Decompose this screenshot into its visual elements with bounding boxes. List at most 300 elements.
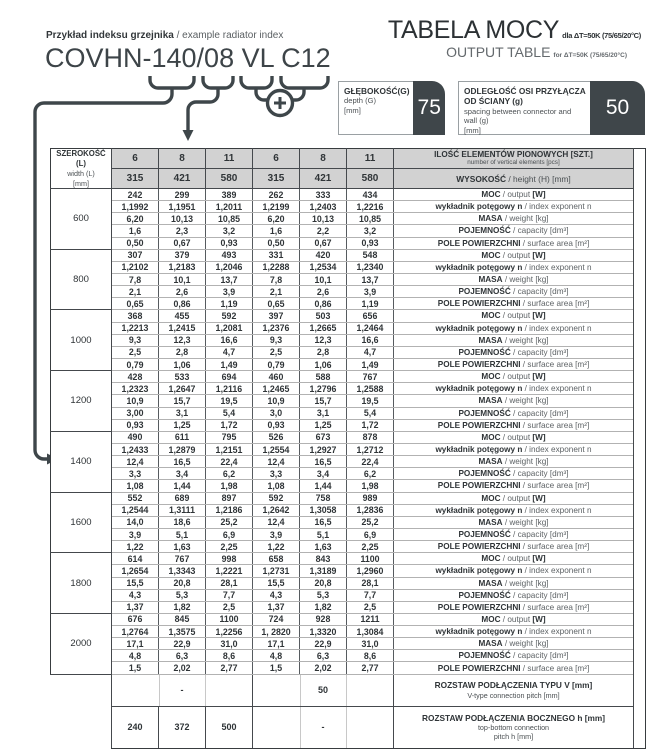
title-block bbox=[388, 16, 641, 60]
value-cell: 7,7 bbox=[347, 589, 394, 601]
value-cell: 1,2323 bbox=[112, 383, 159, 395]
height-header: 421 bbox=[159, 169, 206, 189]
example-index: COVHN-140/08 VL C12 bbox=[45, 43, 331, 73]
value-cell: 1,19 bbox=[206, 298, 253, 310]
value-cell: 1,2186 bbox=[206, 504, 253, 516]
spacing-box-label bbox=[458, 81, 590, 135]
value-cell: 795 bbox=[206, 431, 253, 443]
spacing-value: 50 bbox=[590, 81, 645, 135]
row-label: POLE POWIERZCHNI / surface area [m²] bbox=[394, 601, 634, 613]
value-cell: 1,2340 bbox=[347, 261, 394, 273]
value-cell: 1,1992 bbox=[112, 201, 159, 213]
value-cell: 1,2764 bbox=[112, 626, 159, 638]
value-cell: 1,06 bbox=[159, 358, 206, 370]
element-count-header: 11 bbox=[206, 149, 253, 169]
value-cell: 1,2183 bbox=[159, 261, 206, 273]
table-row bbox=[51, 650, 646, 662]
height-header: 580 bbox=[206, 169, 253, 189]
value-cell: 1,2731 bbox=[253, 565, 300, 577]
value-cell: 379 bbox=[159, 249, 206, 261]
value-cell: 8,6 bbox=[206, 650, 253, 662]
table-row bbox=[51, 468, 646, 480]
width-cell: 800 bbox=[51, 249, 112, 310]
value-cell: 0,65 bbox=[112, 298, 159, 310]
value-cell: 460 bbox=[253, 371, 300, 383]
value-cell: 22,4 bbox=[347, 456, 394, 468]
value-cell: 16,5 bbox=[300, 516, 347, 528]
value-cell: 493 bbox=[206, 249, 253, 261]
value-cell: 1,25 bbox=[300, 419, 347, 431]
value-cell: 31,0 bbox=[347, 638, 394, 650]
row-label: MOC / output [W] bbox=[394, 492, 634, 504]
value-cell: 6,2 bbox=[206, 468, 253, 480]
value-cell: 1,72 bbox=[206, 419, 253, 431]
value-cell: 552 bbox=[112, 492, 159, 504]
row-label: POLE POWIERZCHNI / surface area [m²] bbox=[394, 419, 634, 431]
value-cell: 9,3 bbox=[253, 334, 300, 346]
example-caption-pl: Przykład indeksu grzejnika bbox=[46, 30, 174, 41]
value-cell: 1,3575 bbox=[159, 626, 206, 638]
table-row bbox=[51, 443, 646, 455]
value-cell: 897 bbox=[206, 492, 253, 504]
value-cell: 656 bbox=[347, 310, 394, 322]
value-cell: 2,25 bbox=[347, 541, 394, 553]
value-cell: 1,2403 bbox=[300, 201, 347, 213]
width-cell: 1200 bbox=[51, 371, 112, 432]
table-row bbox=[51, 613, 646, 625]
table-row bbox=[51, 431, 646, 443]
value-cell: 5,3 bbox=[300, 589, 347, 601]
value-cell: 1,5 bbox=[253, 662, 300, 674]
plus-circle-icon bbox=[268, 91, 293, 116]
value-cell: 2,77 bbox=[206, 662, 253, 674]
value-cell: 611 bbox=[159, 431, 206, 443]
value-cell: 2,6 bbox=[159, 286, 206, 298]
row-label: wykładnik potęgowy n / index exponent n bbox=[394, 626, 634, 638]
value-cell: 3,1 bbox=[159, 407, 206, 419]
value-cell: 2,6 bbox=[300, 286, 347, 298]
value-cell: 6,20 bbox=[112, 213, 159, 225]
row-label: wykładnik potęgowy n / index exponent n bbox=[394, 504, 634, 516]
row-label: wykładnik potęgowy n / index exponent n bbox=[394, 201, 634, 213]
spacing-unit: [mm] bbox=[464, 125, 481, 135]
value-cell: 1,2464 bbox=[347, 322, 394, 334]
row-label: MOC / output [W] bbox=[394, 613, 634, 625]
empty-cell bbox=[51, 706, 112, 748]
output-table bbox=[50, 148, 646, 749]
value-cell: 5,3 bbox=[159, 589, 206, 601]
value-cell: 0,86 bbox=[159, 298, 206, 310]
element-count-header: 6 bbox=[112, 149, 159, 169]
value-cell: 15,5 bbox=[112, 577, 159, 589]
table-row bbox=[51, 626, 646, 638]
value-cell: 3,3 bbox=[253, 468, 300, 480]
value-cell: 16,6 bbox=[347, 334, 394, 346]
value-cell: 1,2665 bbox=[300, 322, 347, 334]
element-count-header: 11 bbox=[347, 149, 394, 169]
value-cell: 1,2534 bbox=[300, 261, 347, 273]
row-label: POJEMNOŚĆ / capacity [dm³] bbox=[394, 346, 634, 358]
table-row bbox=[51, 492, 646, 504]
table-row bbox=[51, 565, 646, 577]
value-cell: 6,9 bbox=[206, 528, 253, 540]
value-cell: 3,4 bbox=[300, 468, 347, 480]
table-row bbox=[51, 601, 646, 613]
table-row bbox=[51, 286, 646, 298]
side-pitch-row bbox=[51, 706, 646, 748]
value-cell: 12,4 bbox=[112, 456, 159, 468]
table-row bbox=[51, 541, 646, 553]
value-cell: 1,6 bbox=[112, 225, 159, 237]
value-cell: 31,0 bbox=[206, 638, 253, 650]
value-cell: 1211 bbox=[347, 613, 394, 625]
value-cell: 3,9 bbox=[347, 286, 394, 298]
table-row bbox=[51, 407, 646, 419]
table-row bbox=[51, 480, 646, 492]
value-cell: 1,37 bbox=[253, 601, 300, 613]
value-cell: 5,1 bbox=[159, 528, 206, 540]
value-cell: 15,7 bbox=[159, 395, 206, 407]
value-cell: 1,2588 bbox=[347, 383, 394, 395]
table-row bbox=[51, 456, 646, 468]
value-cell: 490 bbox=[112, 431, 159, 443]
table-row bbox=[51, 504, 646, 516]
value-cell: 2,25 bbox=[206, 541, 253, 553]
value-cell: 2,02 bbox=[300, 662, 347, 674]
value-cell: 0,93 bbox=[347, 237, 394, 249]
value-cell: 9,3 bbox=[112, 334, 159, 346]
row-label: POLE POWIERZCHNI / surface area [m²] bbox=[394, 298, 634, 310]
value-cell: 1,06 bbox=[300, 358, 347, 370]
value-cell: 1,22 bbox=[253, 541, 300, 553]
value-cell: 16,6 bbox=[206, 334, 253, 346]
value-cell: 10,1 bbox=[159, 273, 206, 285]
value-cell: 0,86 bbox=[300, 298, 347, 310]
value-cell: 1,3320 bbox=[300, 626, 347, 638]
table-row bbox=[51, 395, 646, 407]
height-label: WYSOKOŚĆ / height (H) [mm] bbox=[394, 169, 634, 189]
value-cell: 592 bbox=[253, 492, 300, 504]
value-cell: 588 bbox=[300, 371, 347, 383]
value-cell: 1,63 bbox=[159, 541, 206, 553]
value-cell: 13,7 bbox=[347, 273, 394, 285]
value-cell: 1,2927 bbox=[300, 443, 347, 455]
value-cell: 455 bbox=[159, 310, 206, 322]
value-cell: 1,3084 bbox=[347, 626, 394, 638]
depth-box-label bbox=[338, 81, 413, 135]
value-cell: 1,98 bbox=[206, 480, 253, 492]
right-margin-strip bbox=[634, 149, 646, 749]
page-subtitle: OUTPUT TABLE bbox=[446, 44, 551, 60]
value-cell: 0,65 bbox=[253, 298, 300, 310]
value-cell: 1,49 bbox=[206, 358, 253, 370]
spacing-label-pl: ODLEGŁOŚĆ OSI PRZYŁĄCZA OD ŚCIANY (g) bbox=[464, 86, 586, 107]
row-label: POJEMNOŚĆ / capacity [dm³] bbox=[394, 225, 634, 237]
depth-label-pl: GŁĘBOKOŚĆ(G) bbox=[344, 86, 410, 96]
value-cell: 6,20 bbox=[253, 213, 300, 225]
value-cell: 3,9 bbox=[206, 286, 253, 298]
width-column-header: SZEROKOŚĆ (L) width (L) [mm] bbox=[51, 149, 112, 189]
value-cell: 22,9 bbox=[159, 638, 206, 650]
depth-unit: [mm] bbox=[344, 105, 361, 115]
value-cell: 533 bbox=[159, 371, 206, 383]
value-cell: 3,4 bbox=[159, 468, 206, 480]
elements-header: ILOŚĆ ELEMENTÓW PIONOWYCH [SZT.] number of vertical elements [pcs] bbox=[394, 149, 634, 169]
value-cell: 767 bbox=[347, 371, 394, 383]
table-row bbox=[51, 189, 646, 201]
element-count-header: 8 bbox=[300, 149, 347, 169]
value-cell: 1,2960 bbox=[347, 565, 394, 577]
table-header-row bbox=[51, 149, 646, 169]
value-cell: 4,3 bbox=[112, 589, 159, 601]
value-cell: 1,82 bbox=[300, 601, 347, 613]
row-label: wykładnik potęgowy n / index exponent n bbox=[394, 443, 634, 455]
value-cell: 2,8 bbox=[300, 346, 347, 358]
height-header: 421 bbox=[300, 169, 347, 189]
value-cell: 1,72 bbox=[347, 419, 394, 431]
value-cell: 10,85 bbox=[347, 213, 394, 225]
row-label: POJEMNOŚĆ / capacity [dm³] bbox=[394, 286, 634, 298]
value-cell: 0,79 bbox=[112, 358, 159, 370]
value-cell: 0,67 bbox=[300, 237, 347, 249]
value-cell: 3,9 bbox=[253, 528, 300, 540]
value-cell: 4,7 bbox=[206, 346, 253, 358]
value-cell: 1,2796 bbox=[300, 383, 347, 395]
value-cell: 22,9 bbox=[300, 638, 347, 650]
value-cell: 1,2081 bbox=[206, 322, 253, 334]
value-cell: 1,2116 bbox=[206, 383, 253, 395]
table-row bbox=[51, 213, 646, 225]
value-cell: 1,98 bbox=[347, 480, 394, 492]
value-cell: 25,2 bbox=[206, 516, 253, 528]
value-cell: 694 bbox=[206, 371, 253, 383]
value-cell: 262 bbox=[253, 189, 300, 201]
row-label: POLE POWIERZCHNI / surface area [m²] bbox=[394, 237, 634, 249]
value-cell: 1,2544 bbox=[112, 504, 159, 516]
value-cell: 25,2 bbox=[347, 516, 394, 528]
row-label: MASA / weight [kg] bbox=[394, 213, 634, 225]
value-cell: 434 bbox=[347, 189, 394, 201]
value-cell: 4,8 bbox=[112, 650, 159, 662]
value-cell: 3,0 bbox=[253, 407, 300, 419]
row-label: MASA / weight [kg] bbox=[394, 456, 634, 468]
value-cell: 1,2712 bbox=[347, 443, 394, 455]
value-cell: 1,3189 bbox=[300, 565, 347, 577]
table-row bbox=[51, 371, 646, 383]
value-cell: 19,5 bbox=[347, 395, 394, 407]
value-cell: 1,2642 bbox=[253, 504, 300, 516]
value-cell: 12,4 bbox=[253, 456, 300, 468]
row-label: POJEMNOŚĆ / capacity [dm³] bbox=[394, 468, 634, 480]
value-cell: 1100 bbox=[206, 613, 253, 625]
height-header: 315 bbox=[253, 169, 300, 189]
value-cell: 676 bbox=[112, 613, 159, 625]
value-cell: 20,8 bbox=[300, 577, 347, 589]
table-row bbox=[51, 201, 646, 213]
table-row bbox=[51, 298, 646, 310]
row-label: MASA / weight [kg] bbox=[394, 334, 634, 346]
spacing-label-en: spacing between connector and wall (g) bbox=[464, 106, 572, 126]
value-cell: 614 bbox=[112, 553, 159, 565]
page-title-note: dla ΔT=50K (75/65/20°C) bbox=[562, 31, 641, 40]
row-label: POJEMNOŚĆ / capacity [dm³] bbox=[394, 650, 634, 662]
value-cell: 1,1951 bbox=[159, 201, 206, 213]
v-pitch-row bbox=[51, 674, 646, 706]
value-cell: 2,2 bbox=[300, 225, 347, 237]
table-row bbox=[51, 249, 646, 261]
value-cell: 1,2199 bbox=[253, 201, 300, 213]
row-label: MOC / output [W] bbox=[394, 249, 634, 261]
value-cell: 19,5 bbox=[206, 395, 253, 407]
table-row bbox=[51, 589, 646, 601]
value-cell: 6,3 bbox=[159, 650, 206, 662]
value-cell: 1,44 bbox=[300, 480, 347, 492]
value-cell: 1,2376 bbox=[253, 322, 300, 334]
row-label: MOC / output [W] bbox=[394, 371, 634, 383]
value-cell: 0,93 bbox=[112, 419, 159, 431]
value-cell: 526 bbox=[253, 431, 300, 443]
v-pitch-label: ROZSTAW PODŁĄCZENIA TYPU V [mm] V-type connection pitch [mm] bbox=[394, 674, 634, 706]
value-cell: 724 bbox=[253, 613, 300, 625]
value-cell: 12,3 bbox=[300, 334, 347, 346]
value-cell: 1100 bbox=[347, 553, 394, 565]
value-cell: 18,6 bbox=[159, 516, 206, 528]
table-row bbox=[51, 237, 646, 249]
value-cell: 4,3 bbox=[253, 589, 300, 601]
value-cell: 10,13 bbox=[300, 213, 347, 225]
table-row bbox=[51, 225, 646, 237]
side-pitch-right-value: - bbox=[253, 706, 394, 748]
side-pitch-value: 372 bbox=[159, 706, 206, 748]
depth-value: 75 bbox=[413, 81, 445, 135]
table-row bbox=[51, 577, 646, 589]
row-label: MASA / weight [kg] bbox=[394, 516, 634, 528]
value-cell: 7,7 bbox=[206, 589, 253, 601]
value-cell: 28,1 bbox=[206, 577, 253, 589]
value-cell: 2,1 bbox=[112, 286, 159, 298]
value-cell: 1,25 bbox=[159, 419, 206, 431]
value-cell: 592 bbox=[206, 310, 253, 322]
value-cell: 20,8 bbox=[159, 577, 206, 589]
value-cell: 1,5 bbox=[112, 662, 159, 674]
value-cell: 2,02 bbox=[159, 662, 206, 674]
value-cell: 0,93 bbox=[206, 237, 253, 249]
table-row bbox=[51, 358, 646, 370]
side-pitch-label: ROZSTAW PODŁĄCZENIA BOCZNEGO h [mm] top-bottom connection pitch h [mm] bbox=[394, 706, 634, 748]
value-cell: 14,0 bbox=[112, 516, 159, 528]
value-cell: 2,5 bbox=[253, 346, 300, 358]
width-cell: 1800 bbox=[51, 553, 112, 614]
row-label: wykładnik potęgowy n / index exponent n bbox=[394, 565, 634, 577]
value-cell: 299 bbox=[159, 189, 206, 201]
value-cell: 1,2433 bbox=[112, 443, 159, 455]
value-cell: 3,2 bbox=[206, 225, 253, 237]
value-cell: 2,5 bbox=[347, 601, 394, 613]
value-cell: 1,2654 bbox=[112, 565, 159, 577]
value-cell: 1,2221 bbox=[206, 565, 253, 577]
value-cell: 10,9 bbox=[253, 395, 300, 407]
value-cell: 4,8 bbox=[253, 650, 300, 662]
value-cell: 998 bbox=[206, 553, 253, 565]
row-label: POLE POWIERZCHNI / surface area [m²] bbox=[394, 541, 634, 553]
row-label: MOC / output [W] bbox=[394, 431, 634, 443]
value-cell: 1,22 bbox=[112, 541, 159, 553]
value-cell: 331 bbox=[253, 249, 300, 261]
value-cell: 6,9 bbox=[347, 528, 394, 540]
value-cell: 2,5 bbox=[206, 601, 253, 613]
height-header: 315 bbox=[112, 169, 159, 189]
row-label: MASA / weight [kg] bbox=[394, 395, 634, 407]
value-cell: 7,8 bbox=[112, 273, 159, 285]
depth-label-en: depth (G) bbox=[344, 96, 377, 106]
table-row bbox=[51, 383, 646, 395]
element-count-header: 6 bbox=[253, 149, 300, 169]
value-cell: 2,77 bbox=[347, 662, 394, 674]
table-row bbox=[51, 310, 646, 322]
v-pitch-left-value: - bbox=[112, 674, 253, 706]
value-cell: 1, 2820 bbox=[253, 626, 300, 638]
value-cell: 503 bbox=[300, 310, 347, 322]
value-cell: 10,9 bbox=[112, 395, 159, 407]
value-cell: 1,2102 bbox=[112, 261, 159, 273]
value-cell: 0,93 bbox=[253, 419, 300, 431]
value-cell: 548 bbox=[347, 249, 394, 261]
table-row bbox=[51, 516, 646, 528]
value-cell: 843 bbox=[300, 553, 347, 565]
value-cell: 4,7 bbox=[347, 346, 394, 358]
value-cell: 333 bbox=[300, 189, 347, 201]
row-label: MOC / output [W] bbox=[394, 310, 634, 322]
empty-cell bbox=[51, 674, 112, 706]
value-cell: 16,5 bbox=[300, 456, 347, 468]
side-pitch-value: 500 bbox=[206, 706, 253, 748]
table-row bbox=[51, 261, 646, 273]
value-cell: 10,85 bbox=[206, 213, 253, 225]
value-cell: 878 bbox=[347, 431, 394, 443]
width-cell: 1600 bbox=[51, 492, 112, 553]
row-label: MASA / weight [kg] bbox=[394, 273, 634, 285]
value-cell: 12,3 bbox=[159, 334, 206, 346]
v-pitch-right-value: 50 bbox=[253, 674, 394, 706]
value-cell: 5,4 bbox=[347, 407, 394, 419]
value-cell: 1,2554 bbox=[253, 443, 300, 455]
row-label: POLE POWIERZCHNI / surface area [m²] bbox=[394, 480, 634, 492]
value-cell: 10,1 bbox=[300, 273, 347, 285]
value-cell: 10,13 bbox=[159, 213, 206, 225]
value-cell: 3,2 bbox=[347, 225, 394, 237]
value-cell: 1,3343 bbox=[159, 565, 206, 577]
table-row bbox=[51, 346, 646, 358]
value-cell: 17,1 bbox=[253, 638, 300, 650]
table-row bbox=[51, 662, 646, 674]
value-cell: 1,2046 bbox=[206, 261, 253, 273]
value-cell: 758 bbox=[300, 492, 347, 504]
row-label: wykładnik potęgowy n / index exponent n bbox=[394, 322, 634, 334]
value-cell: 389 bbox=[206, 189, 253, 201]
row-label: MASA / weight [kg] bbox=[394, 577, 634, 589]
value-cell: 16,5 bbox=[159, 456, 206, 468]
value-cell: 767 bbox=[159, 553, 206, 565]
table-row bbox=[51, 322, 646, 334]
value-cell: 0,50 bbox=[253, 237, 300, 249]
value-cell: 1,44 bbox=[159, 480, 206, 492]
value-cell: 689 bbox=[159, 492, 206, 504]
value-cell: 0,79 bbox=[253, 358, 300, 370]
value-cell: 22,4 bbox=[206, 456, 253, 468]
value-cell: 1,2647 bbox=[159, 383, 206, 395]
row-label: wykładnik potęgowy n / index exponent n bbox=[394, 261, 634, 273]
element-count-header: 8 bbox=[159, 149, 206, 169]
